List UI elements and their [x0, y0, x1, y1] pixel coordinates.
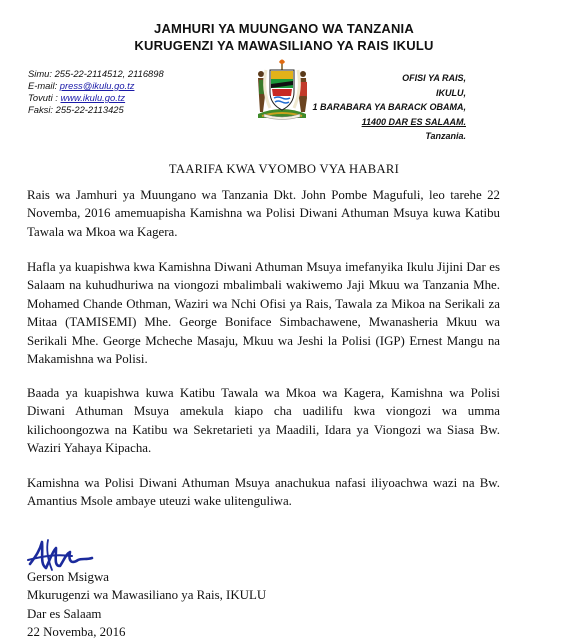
email-line [28, 80, 164, 92]
email-link[interactable]: press@ikulu.go.tz [59, 80, 135, 91]
website-prefix: Tovuti : [28, 92, 61, 103]
website-line [28, 92, 164, 104]
document-title: TAARIFA KWA VYOMBO VYA HABARI [168, 162, 400, 176]
signature-date: 22 Novemba, 2016 [27, 625, 126, 640]
address-office: OFISI YA RAIS, [402, 73, 466, 83]
email-prefix: E-mail: [28, 80, 60, 91]
tanzania-coat-of-arms-icon [250, 58, 314, 122]
website-link[interactable]: www.ikulu.go.tz [60, 92, 126, 103]
header-republic-name: JAMHURI YA MUUNGANO WA TANZANIA [154, 21, 414, 36]
phone-numbers: Simu: 255-22-2114512, 2116898 [28, 68, 164, 79]
address-street: 1 BARABARA YA BARACK OBAMA, [312, 102, 466, 112]
address-block-right [312, 71, 466, 144]
signatory-position: Mkurugenzi wa Mawasiliano ya Rais, IKULU [27, 588, 267, 603]
paragraph: Baada ya kuapishwa kuwa Katibu Tawala wa Mkoa wa Kagera, Kamishna wa Polisi Diwani Athuman Msuya amekula kiapo cha uadilifu kwa viongozi wa umma kilichoongozwa na Katibu wa Sekretarieti ya Maadili, Idara ya Viongozi wa Siasa Bw. Waziri Yahaya Kipacha. [27, 386, 500, 456]
address-ikulu: IKULU, [436, 87, 466, 98]
address-country: Tanzania. [425, 131, 466, 141]
signature-block [27, 568, 266, 642]
paragraph: Rais wa Jamhuri ya Muungano wa Tanzania Dkt. John Pombe Magufuli, leo tarehe 22 Novemba, 2016 amemuapisha Kamishna wa Polisi Diwani Athuman Msuya kuwa Katibu Tawala wa Mkoa wa Kagera. [27, 188, 500, 239]
fax-number: Faksi: 255-22-2113425 [28, 104, 124, 115]
paragraph: Hafla ya kuapishwa kwa Kamishna Diwani Athuman Msuya imefanyika Ikulu Jijini Dar es Salaam na kuhudhuriwa na viongozi mbalimbali wakiwemo Jaji Mkuu wa Tanzania Mhe. Mohamed Chande Othman, Waziri wa Nchi Ofisi ya Rais, Tawala za Mikoa na Serikali za Mitaa (TAMISEMI) Mhe. George Boniface Simbachawene, Mwanasheria Mkuu wa Serikali Mhe. George Mcheche Masaju, Mkuu wa Jeshi la Polisi (IGP) Ernest Mangu na Makamishna wa Polisi. [27, 260, 500, 367]
paragraph: Kamishna wa Polisi Diwani Athuman Msuya anachukua nafasi iliyoachwa wazi na Bw. Amantius Msole ambaye uteuzi wake ulitenguliwa. [27, 476, 500, 509]
header-directorate-name: KURUGENZI YA MAWASILIANO YA RAIS IKULU [134, 38, 434, 53]
signature-place: Dar es Salaam [27, 606, 102, 621]
address-postcode-city: 11400 DAR ES SALAAM. [361, 116, 466, 127]
contact-details-left [28, 68, 164, 116]
signatory-name: Gerson Msigwa [27, 570, 109, 584]
